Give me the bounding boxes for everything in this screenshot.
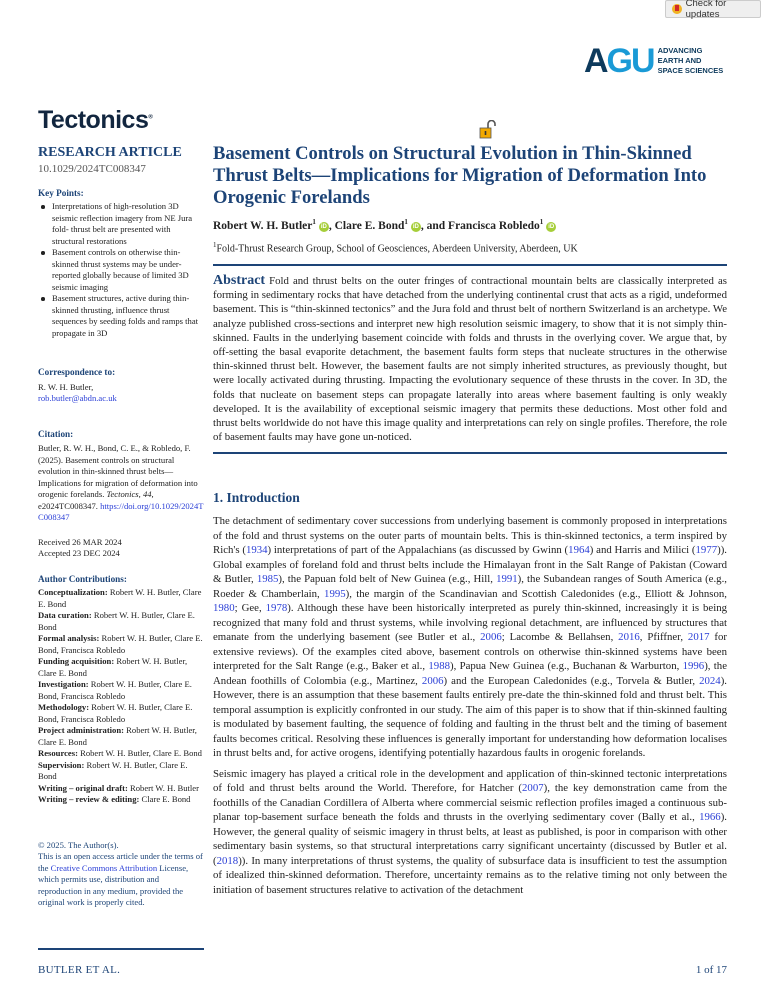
author-list: Robert W. H. Butler$^1$iD , Clare E. Bond$^1$iD , and Francisca Robledo$^1$iD — [213, 218, 555, 232]
citation-link[interactable]: 1995 — [324, 587, 346, 600]
paragraph: Seismic imagery has played a critical role in the development and application of thin-skinned tectonic interpretations of fold and thrust belts around the World. Therefore, for Hatcher (2007), the key demonstration came from the foothills of the Canadian Cordillera of Alberta where commercial seismic reflection profiles imaged a continuous sub-planar top-basement surface beneath the folds and thrusts in the overlying sedimentary cover (Bally et al., 1966). However, the general quality of seismic imagery in thrust belts, at least as published, is poor in comparison with other sedimentary basin systems, so that structural interpretations carry significant uncertainty (discussed by Butler et al. (2018)). In many interpretations of thrust systems, the quality of subsurface data is insufficient to test the assumption of idealized thin-skinned deformation. Therefore, uncertainty remains as to the relative timing not only between the initiation of basement structures relative to activation of the detachment — [213, 767, 727, 896]
abstract-heading: Abstract — [213, 273, 266, 288]
contribution-item: Writing – review & editing: Clare E. Bond — [38, 794, 191, 804]
contribution-item: Formal analysis: Robert W. H. Butler, Clare E. Bond, Francisca Robledo — [38, 633, 203, 655]
introduction-section — [213, 490, 727, 903]
journal-logo: Tectonics® — [38, 106, 153, 134]
open-access-lock-icon — [479, 120, 496, 144]
correspondence: Correspondence to: R. W. H. Butler, rob.butler@abdn.ac.uk — [38, 367, 204, 405]
citation-link[interactable]: 2018 — [216, 854, 239, 867]
abstract-text: Fold and thrust belts on the outer fringes of contractional mountain belts are classically interpreted as forming in sedimentary rocks that have detached from the underlying continental crust that acts as a rigid, undeformed basement. This is “thin-skinned tectonics” and the Jura fold and thrust belt of northern Switzerland is an archetype. We analyze published cross-sections and interpret new high resolution seismic imagery, to show that it is not simply thin-skinned. Faults in the underlying basement coincide with folds and thrusts in the overlying cover. We argue that, by off-setting the basal evaporite detachment, the basement faults form steps that nucleate structures in the otherwise thin-skinned thrust belt. However, the basement faults are not simply inherited structures, as previously thought, but were locally activated during thrusting. Impacting the evolutionary sequence of these thrusts in the cover. In 3D, the folds that nucleate on basement steps can propagate laterally into areas where basement faulting is only weakly developed. It is the availability of exceptional seismic imagery that permits these deductions. Most other fold and thrust belts worldwide do not have this image quality and interpretations can rely on single profiles. Therefore, the role of basement faults may have gone un-noticed. — [213, 275, 727, 444]
dates: Received 26 MAR 2024 Accepted 23 DEC 2024 — [38, 536, 122, 558]
license: © 2025. The Author(s). This is an open access article under the terms of the Creative Commons Attribution License, which permits use, distribution and reproduction in any medium, provided the original work is properly cited. — [38, 839, 203, 907]
key-point: Basement structures, active during thin-skinned thrusting, influence thrust sequences by seeding folds and ramps that propagate in 3D — [52, 293, 204, 339]
key-point: Interpretations of high-resolution 3D seismic reflection imagery from NE Jura fold- thrust belt are presented with structural restorations — [52, 201, 204, 247]
citation-link[interactable]: 2006 — [480, 631, 502, 643]
contribution-item: Project administration: Robert W. H. Butler, Clare E. Bond — [38, 725, 197, 747]
affiliation: $^1$Fold-Thrust Research Group, School of Geosciences, Aberdeen University, Aberdeen, UK — [213, 240, 578, 255]
citation-link[interactable]: 1985 — [256, 573, 279, 585]
agu-logo: AGU ADVANCING EARTH AND SPACE SCIENCES — [584, 42, 724, 80]
citation-link[interactable]: 2016 — [618, 631, 640, 643]
author-name: Clare E. Bond — [334, 219, 405, 232]
sidebar — [38, 145, 204, 909]
article-title: Basement Controls on Structural Evolution in Thin-Skinned Thrust Belts—Implications for Migration of Deformation Into Orogenic Forelands — [213, 143, 707, 208]
sidebar-divider — [38, 948, 204, 950]
abstract — [213, 264, 727, 454]
contribution-item: Methodology: Robert W. H. Butler, Clare E. Bond, Francisca Robledo — [38, 702, 193, 724]
citation-link[interactable]: 2006 — [421, 674, 444, 687]
check-for-updates-button[interactable]: Check for updates — [665, 0, 761, 18]
contribution-item: Conceptualization: Robert W. H. Butler, Clare E. Bond — [38, 587, 202, 609]
citation-link[interactable]: 1966 — [699, 811, 721, 823]
contribution-item: Resources: Robert W. H. Butler, Clare E. Bond — [38, 748, 202, 758]
contribution-item: Writing – original draft: Robert W. H. Butler — [38, 782, 199, 793]
citation-link[interactable]: 1980 — [213, 602, 235, 614]
orcid-icon[interactable]: iD — [548, 223, 555, 230]
license-link[interactable]: Creative Commons Attribution — [50, 862, 158, 873]
email-link[interactable]: rob.butler@abdn.ac.uk — [38, 393, 117, 403]
orcid-icon[interactable]: iD — [412, 223, 419, 230]
author-name: Robert W. H. Butler — [213, 219, 313, 232]
citation-link[interactable]: 1991 — [496, 573, 518, 585]
doi-link[interactable]: https://doi.org/10.1029/2024TC008347 — [38, 500, 204, 522]
citation-link[interactable]: 1996 — [682, 660, 705, 672]
agu-mark: AGU — [584, 42, 654, 80]
contribution-item: Investigation: Robert W. H. Butler, Clare E. Bond, Francisca Robledo — [38, 679, 192, 701]
author-contributions: Author Contributions: Conceptualization: Robert W. H. Butler, Clare E. Bond Data curation: Robert W. H. Butler, Clare E. Bond Formal analysis: Robert W. H. Butler, Clare E. Bond, Francisca Robledo Funding acquisition: Robert W. H. Butler, Clare E. Bond Investigation: Robert W. H. Butler, Clare E. Bond, Francisca Robledo Methodology: Robert W. H. Butler, Clare E. Bond, Francisca Robledo Project administration: Robert W. H. Butler, Clare E. Bond Resources: Robert W. H. Butler, Clare E. Bond Supervision: Robert W. H. Butler, Clare E. Bond Writing – original draft: Robert W. H. Butler Writing – review & editing: Clare E. Bond — [38, 573, 203, 804]
paragraph: The detachment of sedimentary cover successions from underlying basement is commonly proposed in interpretations of the fold and thrust systems on the outer parts of mountain belts. This is thin-skinned tectonics, a term inspired by Rich's (1934) interpretations of part of the Appalachians (as discussed by Gwinn (1964) and Harris and Milici (1977)). Global examples of foreland fold and thrust belts include the Himalayan front in the Salt Range of Pakistan (Coward & Butler, 1985), the Papuan fold belt of New Guinea (e.g., Hill, 1991), the Subandean ranges of South America (e.g., Roeder & Chamberlain, 1995), the margin of the Scandinavian and Scottish Caledonides (e.g., Elliott & Johnson, 1980; Gee, 1978). Although these have been historically interpreted as purely thin-skinned, increasingly it is being recognized that many fold and thrust systems, while involving regional detachment, are influenced by structures that emanate from the underlying basement (see Butler et al., 2006; Lacombe & Bellahsen, 2016, Pfiffner, 2017 for extensive reviews). Of the examples cited above, basement controls on otherwise thin-skinned systems have been interpreted for the Salt Range (e.g., Baker et al., 1988), Papua New Guinea (e.g., Buchanan & Warburton, 1996), the Andean foothills of Colombia (e.g., Martinez, 2006) and the European Caledonides (e.g., Torvela & Butler, 2024). However, there is an assumption that these basement faults entirely pre-date the thin-skinned fold and thrust belt. This temporal assumption is explicitly confronted in our study. The aim of this paper is to show that if thin-skinned faulting is modulated by basement faulting, the sequence of folding and faulting in the thrust belt and the timing of basement faults becomes critical. Resolving these influences is generally important for understanding how deformation localises in thrust belts and, for active orogens, identifying potentially hazardous faults in orogenic forelands. — [213, 515, 728, 759]
citation-link[interactable]: 1988 — [428, 660, 450, 672]
citation-link[interactable]: 1964 — [568, 544, 590, 556]
section-heading: 1. Introduction — [213, 490, 300, 505]
contribution-item: Funding acquisition: Robert W. H. Butler, Clare E. Bond — [38, 656, 188, 678]
contribution-item: Supervision: Robert W. H. Butler, Clare E. Bond — [38, 759, 188, 781]
key-points: Key Points: Interpretations of high-resolution 3D seismic reflection imagery from NE Jura fold- thrust belt are presented with structural restorations Basement controls on otherwise thin-skinned thrust systems may be under-reported globally because of limited 3D seismic imaging Basement structures, active during thin-skinned thrusting, influence thrust sequences by seeding folds and ramps that propagate in 3D — [38, 188, 204, 340]
citation-link[interactable]: 2017 — [687, 631, 710, 643]
article-header — [213, 143, 727, 254]
doi: 10.1029/2024TC008347 — [38, 163, 146, 175]
citation-link[interactable]: 2007 — [522, 782, 544, 794]
page-number: 1 of 17 — [695, 964, 727, 976]
running-head: BUTLER ET AL. — [38, 964, 121, 976]
key-point: Basement controls on otherwise thin-skinned thrust systems may be under-reported globally because of limited 3D seismic imaging — [52, 247, 204, 293]
citation-link[interactable]: 1978 — [265, 602, 288, 614]
citation-link[interactable]: 1934 — [245, 544, 268, 556]
orcid-icon[interactable]: iD — [320, 223, 327, 230]
article-type: RESEARCH ARTICLE — [38, 145, 182, 160]
author-name: Francisca Robledo — [448, 219, 540, 232]
bookmark-icon — [672, 4, 682, 14]
contribution-item: Data curation: Robert W. H. Butler, Clare E. Bond — [38, 610, 195, 632]
citation-link[interactable]: 2024 — [699, 674, 721, 687]
citation-link[interactable]: 1977 — [695, 544, 718, 556]
citation: Citation: Butler, R. W. H., Bond, C. E., & Robledo, F. (2025). Basement controls on structural evolution in thin-skinned thrust belts—Implications for migration of deformation into orogenic forelands. Tectonics, 44, e2024TC008347. https://doi.org/10.1029/2024TC008347 — [38, 428, 204, 522]
